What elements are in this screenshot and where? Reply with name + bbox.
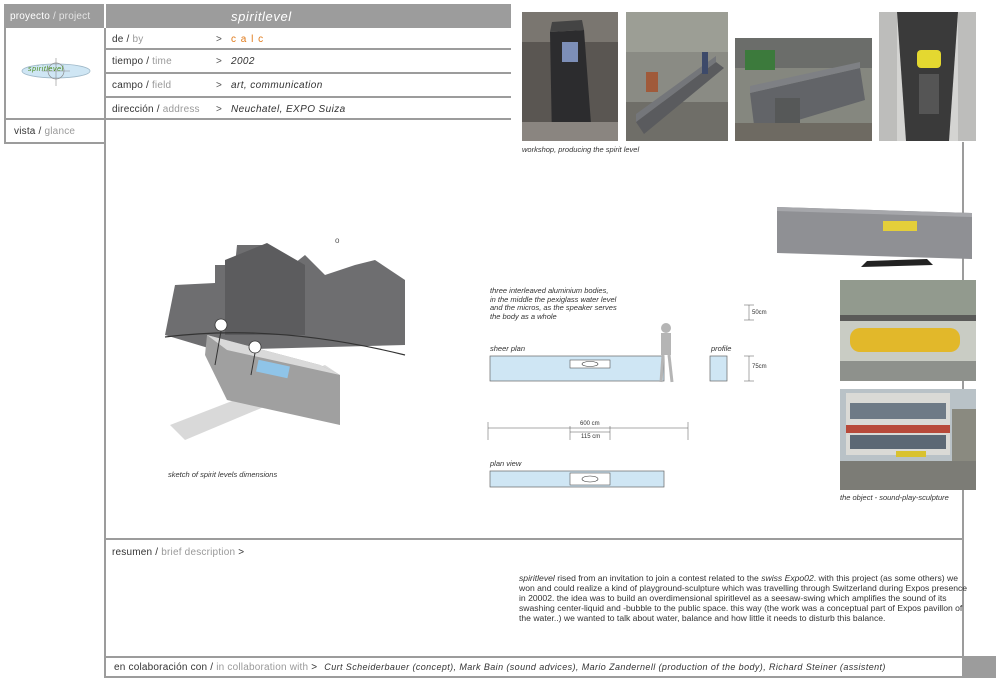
workshop-caption: workshop, producing the spirit level xyxy=(522,145,640,154)
dim-75: 75cm xyxy=(752,364,767,370)
dim-115: 115 cm xyxy=(581,434,601,440)
diagram-intro-line: in the middle the pexiglass water level xyxy=(490,294,617,304)
resumen-label-en: brief description xyxy=(161,547,236,558)
vista-label-en: glance xyxy=(44,126,76,137)
description-part: rised from an invitation to join a contest related to the xyxy=(554,573,762,583)
field-label-es: de xyxy=(112,34,124,45)
resumen-label-es: resumen xyxy=(112,547,153,558)
dim-50: 50cm xyxy=(752,310,767,316)
description-expo-name: swiss Expo02 xyxy=(761,573,814,583)
field-label: de / by xyxy=(112,34,144,45)
vista-label-es: vista xyxy=(14,126,36,137)
collab-label: en colaboración con / in collaboration with > Curt Scheiderbauer (concept), Mark Bain (sound advices), Mario Zandernell (production of the body), Richard Steiner (assistent) xyxy=(114,662,886,673)
workshop-photo-3-image xyxy=(735,38,872,141)
object-photo-bubble xyxy=(840,280,976,381)
field-label-en: field xyxy=(151,80,172,91)
field-row-address xyxy=(106,98,511,120)
object-render-image xyxy=(777,205,972,275)
description-project-name: spiritlevel xyxy=(519,573,555,583)
collab-names: Curt Scheiderbauer (concept), Mark Bain (sound advices), Mario Zandernell (production of the body), Richard Steiner (assistent) xyxy=(324,662,886,672)
sketch-illustration xyxy=(155,225,415,450)
workshop-photo-1-image xyxy=(522,12,618,141)
technical-drawing xyxy=(484,300,784,495)
workshop-photo-4-image xyxy=(879,12,976,141)
vista-tab[interactable] xyxy=(4,120,106,144)
workshop-photo-2-image xyxy=(626,12,728,141)
field-label-en: address xyxy=(162,104,200,115)
field-value: art, communication xyxy=(231,80,323,91)
project-label-es: proyecto xyxy=(10,11,50,22)
dim-600: 600 cm xyxy=(580,421,600,427)
field-label: campo / field xyxy=(112,80,172,91)
field-arrow: > xyxy=(216,104,222,115)
logo-box xyxy=(4,28,106,120)
sheer-plan-label: sheer plan xyxy=(490,344,526,353)
description-part: . with this project (as some others) we won and could realize a kind of playground-sculpture which was travelling through Switzerland during Expos presence in 20002. the idea was to build an overdimensional spiritlevel as a seesaw-swing which amplifies the sound of its swashing center-liquid and -bubble to the public space. this way (the work was a conceptual part of Expos pavillon of the water..) we wanted to talk about water, balance and how little it needs to disturb this balance. xyxy=(519,573,968,623)
diagram-intro-line: three interleaved aluminium bodies, xyxy=(490,286,609,295)
project-label xyxy=(10,11,90,22)
field-label-es: tiempo xyxy=(112,56,144,67)
collab-label-en: in collaboration with xyxy=(216,662,309,673)
field-label-es: dirección xyxy=(112,104,154,115)
field-label-en: by xyxy=(132,34,144,45)
field-value: 2002 xyxy=(231,56,255,67)
field-value: c a l c xyxy=(231,34,265,45)
workshop-photo-3 xyxy=(735,38,872,141)
project-title: spiritlevel xyxy=(231,9,292,24)
resumen-label: resumen / brief description > xyxy=(112,547,245,558)
field-label-en: time xyxy=(152,56,172,67)
diagram-intro-line: the body as a whole xyxy=(490,311,557,321)
object-render xyxy=(777,205,972,275)
project-label-sep: / xyxy=(52,11,56,22)
resumen-arrow: > xyxy=(238,547,245,558)
project-label-en: project xyxy=(58,11,91,22)
field-label: tiempo / time xyxy=(112,56,172,67)
svg-text:o: o xyxy=(335,236,340,245)
workshop-photo-2 xyxy=(626,12,728,141)
spiritlevel-logo-icon xyxy=(16,56,96,92)
field-arrow: > xyxy=(216,34,222,45)
object-photo-building xyxy=(840,389,976,490)
field-label-es: campo xyxy=(112,80,144,91)
field-value: Neuchatel, EXPO Suiza xyxy=(231,104,346,115)
workshop-photo-4 xyxy=(879,12,976,141)
field-arrow: > xyxy=(216,80,222,91)
collab-label-es: en colaboración con xyxy=(114,662,208,673)
collab-bar xyxy=(104,656,964,678)
logo-text: spiritlevel xyxy=(28,66,64,73)
vista-label: vista / glance xyxy=(14,126,76,137)
title-bar xyxy=(106,4,511,28)
object-photo-bubble-image xyxy=(840,280,976,381)
collab-arrow: > xyxy=(311,662,318,673)
description-text xyxy=(519,573,974,623)
object-caption: the object - sound-play-sculpture xyxy=(840,493,949,502)
object-photo-building-image xyxy=(840,389,976,490)
workshop-photo-1 xyxy=(522,12,618,141)
field-row-by xyxy=(106,28,511,50)
project-label-bar xyxy=(4,4,104,28)
field-label: dirección / address xyxy=(112,104,200,115)
field-row-time xyxy=(106,50,511,74)
sketch-caption: sketch of spirit levels dimensions xyxy=(168,470,278,479)
plan-view-label: plan view xyxy=(490,459,522,468)
field-row-field xyxy=(106,74,511,98)
diagram-intro-line: and the micros, as the speaker serves xyxy=(490,303,617,312)
field-arrow: > xyxy=(216,56,222,67)
profile-label: profile xyxy=(711,344,732,353)
corner-block xyxy=(964,656,996,678)
